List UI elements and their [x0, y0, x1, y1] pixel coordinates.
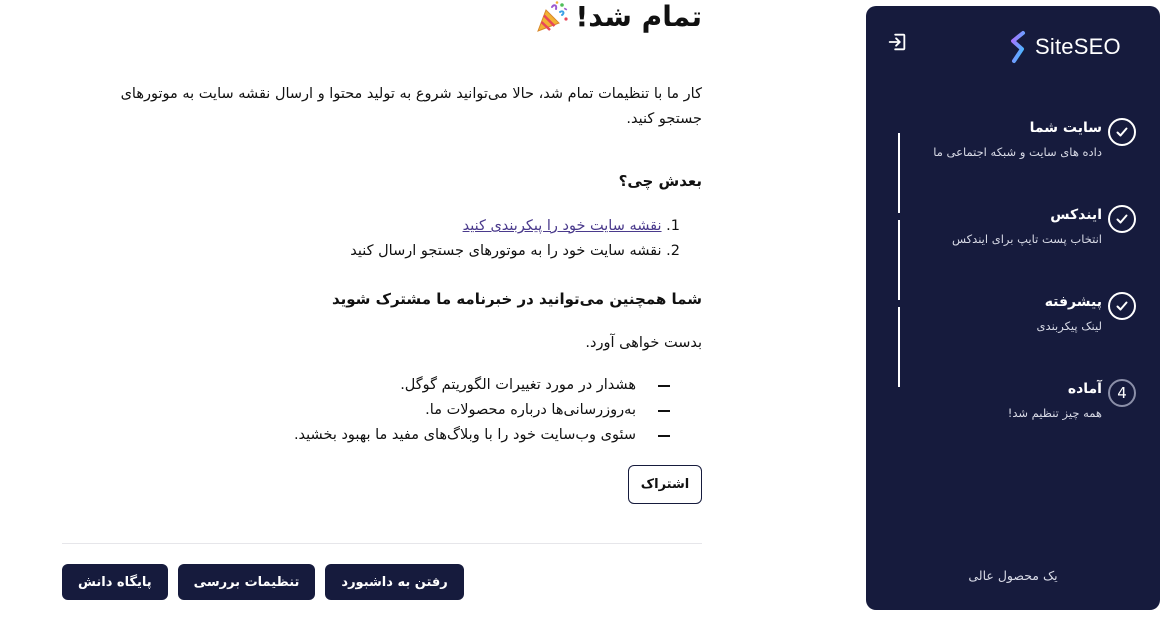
newsletter-heading: شما همچنین می‌توانید در خبرنامه ما مشترک شوید [331, 290, 702, 308]
review-settings-button[interactable]: تنظیمات بررسی [178, 564, 316, 600]
next-steps-heading: بعدش چی؟ [618, 172, 702, 190]
step-description: همه چیز تنظیم شد! [1007, 406, 1102, 420]
step-title: سایت شما [1029, 120, 1102, 136]
step-title: آماده [1067, 381, 1102, 397]
brand-name: SiteSEO [1035, 34, 1121, 59]
list-item [294, 423, 670, 448]
step-description: انتخاب پست تایپ برای ایندکس [952, 232, 1102, 246]
checkmark-icon [1108, 292, 1136, 320]
step-ready[interactable] [896, 379, 1136, 429]
step-your-site[interactable] [896, 118, 1136, 168]
page-title [535, 0, 702, 34]
knowledge-base-button[interactable]: پایگاه دانش [62, 564, 168, 600]
checkmark-icon [1108, 205, 1136, 233]
siteseo-logo-icon [1008, 30, 1028, 64]
newsletter-intro: بدست خواهی آورد. [585, 335, 702, 351]
step-title: ایندکس [1050, 207, 1102, 223]
configure-sitemap-link[interactable]: نقشه سایت خود را پیکربندی کنید [462, 218, 662, 234]
next-steps-list [350, 214, 680, 264]
checkmark-icon [1108, 118, 1136, 146]
newsletter-benefits-list [294, 373, 670, 448]
dash-icon [658, 385, 670, 387]
list-text: سئوی وب‌سایت خود را با وبلاگ‌های مفید ما بهبود بخشید. [293, 427, 636, 443]
dash-icon [658, 435, 670, 437]
brand-logo [1008, 30, 1121, 64]
action-buttons [62, 564, 464, 600]
divider [62, 543, 702, 544]
sidebar-tagline: یک محصول عالی [968, 568, 1058, 583]
step-index[interactable] [896, 205, 1136, 255]
list-number: 2. [666, 243, 680, 259]
list-item [294, 398, 670, 423]
list-number: 1. [666, 218, 680, 234]
list-text: به‌روزرسانی‌ها درباره محصولات ما. [425, 402, 636, 418]
logout-icon[interactable] [886, 31, 908, 53]
party-popper-icon [535, 0, 569, 34]
subscribe-button[interactable]: اشتراک [628, 465, 702, 504]
intro-text: کار ما با تنظیمات تمام شد، حالا می‌توانید شروع به تولید محتوا و ارسال نقشه سایت به موتورهای جستجو کنید. [120, 86, 702, 127]
step-description: لینک پیکربندی [1036, 319, 1102, 333]
setup-sidebar [866, 6, 1160, 610]
step-description: داده های سایت و شبکه اجتماعی ما [933, 145, 1102, 159]
list-item [350, 239, 680, 264]
step-number: 4 [1108, 379, 1136, 407]
step-advanced[interactable] [896, 292, 1136, 342]
list-item [294, 373, 670, 398]
page-title-text: تمام شد! [575, 0, 702, 33]
go-to-dashboard-button[interactable]: رفتن به داشبورد [325, 564, 463, 600]
list-text: نقشه سایت خود را به موتورهای جستجو ارسال کنید [350, 243, 662, 259]
step-title: پیشرفته [1044, 294, 1102, 310]
list-text: هشدار در مورد تغییرات الگوریتم گوگل. [400, 377, 636, 393]
list-item [350, 214, 680, 239]
dash-icon [658, 410, 670, 412]
